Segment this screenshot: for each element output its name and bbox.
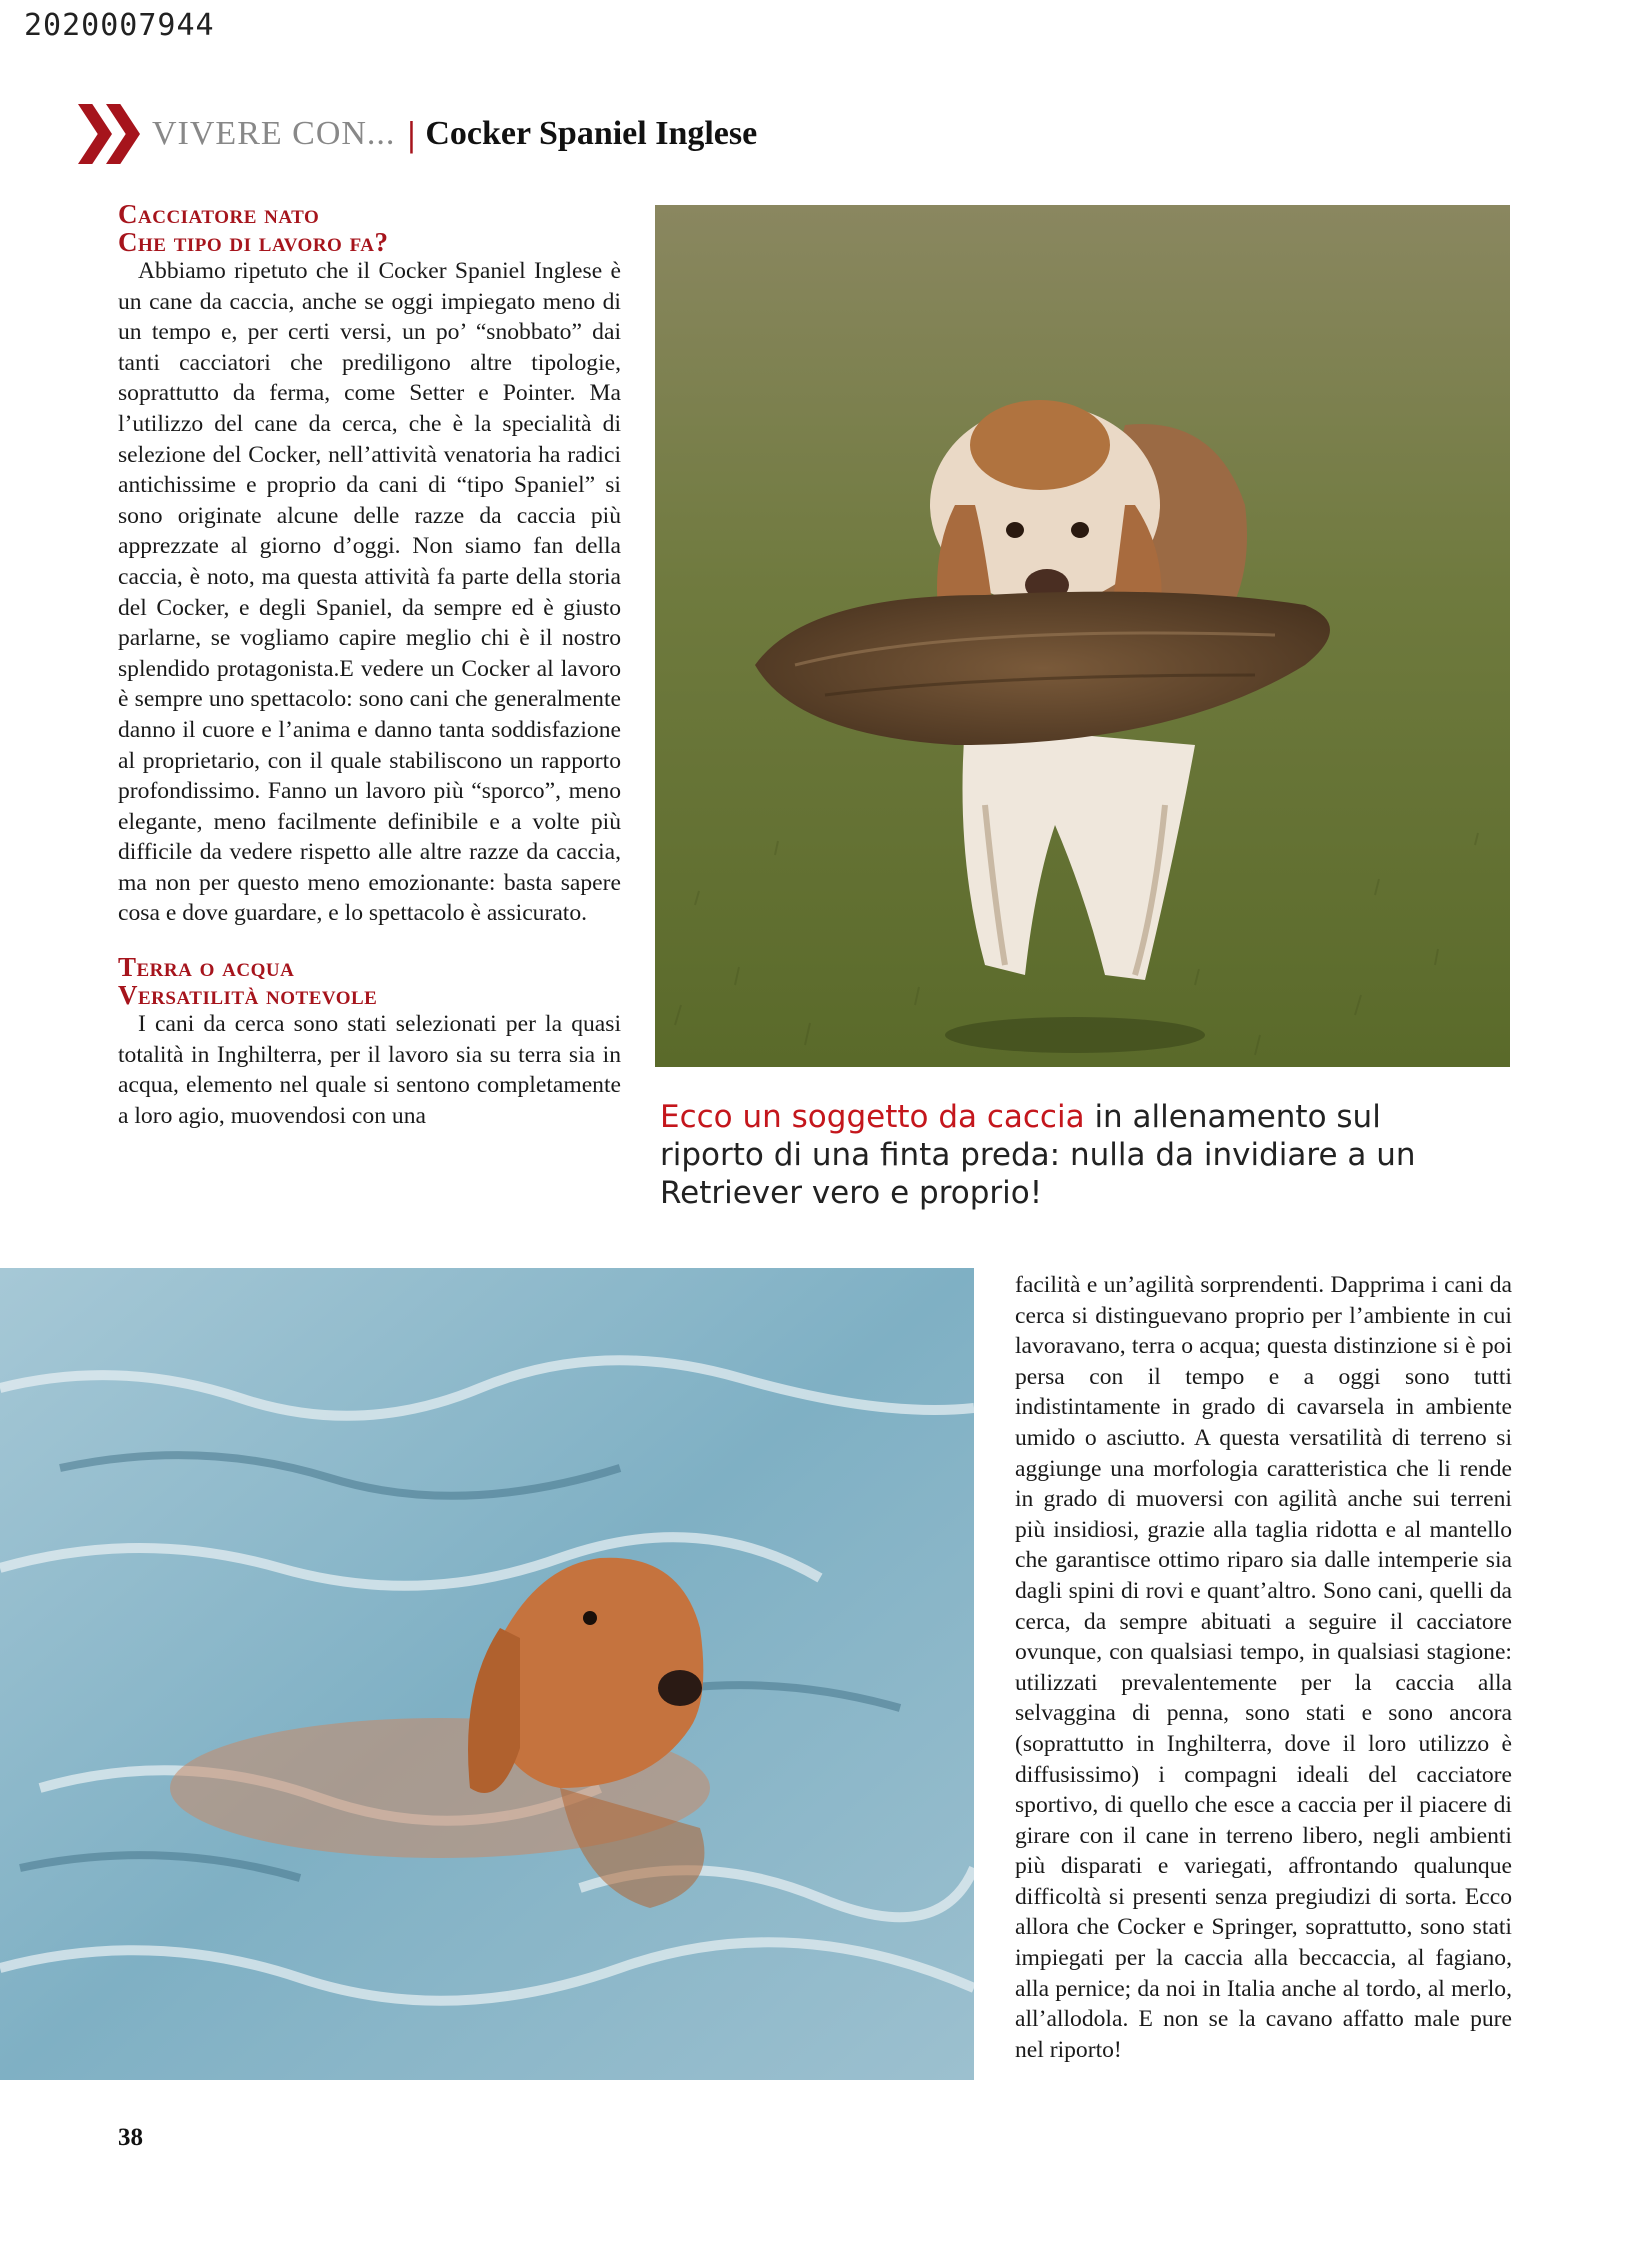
body-paragraph: I cani da cerca sono stati selezionati per la quasi totalità in Inghilterra, per il lavoro sia su terra sia in acqua, elemento nel quale si sentono completamente a loro agio, muovendosi con una <box>118 1011 621 1129</box>
left-column <box>118 200 621 1131</box>
photo-dog-swimming-image <box>0 1268 974 2080</box>
header-separator: | <box>407 114 416 154</box>
header-title: Cocker Spaniel Inglese <box>425 115 758 152</box>
section-heading <box>118 200 621 256</box>
section-heading-line: Terra o acqua <box>118 952 295 983</box>
page-number: 38 <box>118 2124 143 2151</box>
section-heading-line: Che tipo di lavoro fa? <box>118 227 389 257</box>
body-paragraph: facilità e un’agilità sorprendenti. Dapprima i cani da cerca si distinguevano proprio per l’ambiente in cui lavoravano, terra o acqua; questa distinzione si è poi persa con il tempo e a oggi sono tutti indistintamente in grado di cavarsela in ambiente umido o asciutto. A questa versatilità di terreno si aggiunge una morfologia caratteristica che li rende in grado di muoversi con agilità anche sui terreni più insidiosi, grazie alla taglia ridotta e al mantello che garantisce ottimo riparo sia dalle intemperie sia dagli spini di rovi e quant’altro. Sono cani, quelli da cerca, da sempre abituati a seguire il cacciatore ovunque, con qualsiasi tempo, in qualsiasi stagione: utilizzati prevalentemente per la caccia alla selvaggina di penna, sono stati e sono ancora (soprattutto in Inghilterra, dove il loro utilizzo è diffusissimo) i compagni ideali del cacciatore sportivo, di quello che esce a caccia per il piacere di girare con il cane in terreno libero, negli ambienti più disparati e variegati, affrontando qualunque difficoltà si presenti senza pregiudizi di sorta. Ecco allora che Cocker e Springer, soprattutto, sono stati impiegati per la caccia alla beccaccia, al fagiano, alla pernice; da noi in Italia anche al tordo, al merlo, all’allodola. E non se la cavano affatto male pure nel riporto! <box>1015 1272 1512 2063</box>
section-heading-line: Versatilità notevole <box>118 980 378 1011</box>
double-chevron-icon <box>78 104 134 164</box>
section-kicker: VIVERE CON... <box>152 115 396 152</box>
caption-text: in allenamento sul riporto di una finta preda: nulla da invidiare a un Retriever vero e proprio! <box>660 1099 1416 1211</box>
right-column <box>1015 1270 1512 2065</box>
section-heading-line: Cacciatore nato <box>118 199 320 229</box>
photo-dog-retrieving-image <box>655 205 1510 1067</box>
caption-accent: Ecco un soggetto da caccia <box>660 1099 1085 1135</box>
photo-caption <box>660 1098 1480 1212</box>
body-paragraph: Abbiamo ripetuto che il Cocker Spaniel Inglese è un cane da caccia, anche se oggi impiegato meno di un tempo e, per certi versi, un po’ “snobbato” dai tanti cacciatori che prediligono altre tipologie, soprattutto da ferma, come Setter e Pointer. Ma l’utilizzo del cane da cerca, che è la specialità di selezione del Cocker, nell’attività venatoria ha radici antichissime e proprio da cani di “tipo Spaniel” si sono originate alcune delle razze da caccia più apprezzate al giorno d’oggi. Non siamo fan della caccia, è noto, ma questa attività fa parte della storia del Cocker, e degli Spaniel, da sempre ed è giusto parlarne, se vogliamo capire meglio chi è il nostro splendido protagonista.E vedere un Cocker al lavoro è sempre uno spettacolo: sono cani che generalmente danno il cuore e l’anima e danno tanta soddisfazione al proprietario, con il quale stabiliscono un rapporto profondissimo. Fanno un lavoro più “sporco”, meno elegante, meno facilmente definibile e a volte più difficile da vedere rispetto alle altre razze da caccia, ma non per questo meno emozionante: basta sapere cosa e dove guardare, e lo spettacolo è assicurato. <box>118 258 621 927</box>
section-heading <box>118 953 621 1009</box>
document-id: 2020007944 <box>24 8 215 43</box>
photo-dog-swimming <box>0 1268 974 2080</box>
page-header <box>78 100 757 168</box>
photo-dog-retrieving <box>655 205 1510 1067</box>
